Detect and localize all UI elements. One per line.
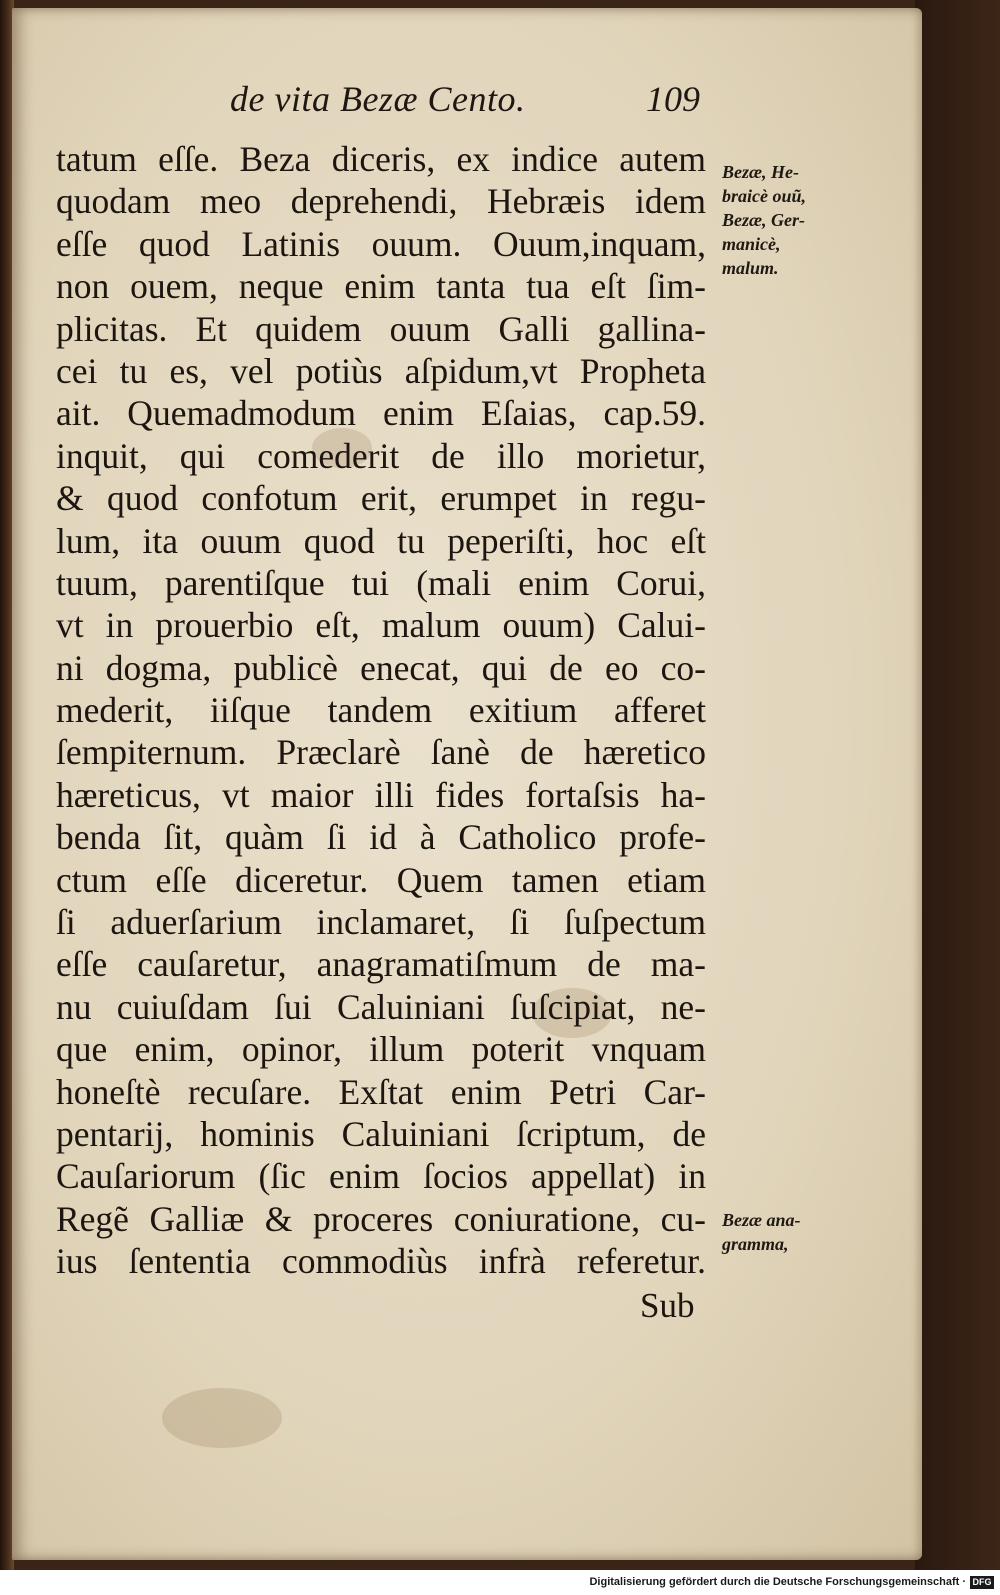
dfg-logo-icon: DFG [970,1576,994,1589]
text-line: que enim, opinor, illum poterit vnquam [56,1029,706,1070]
page-number: 109 [646,79,700,119]
text-line: ſi aduerſarium inclamaret, ſi ſuſpectum [56,902,706,943]
footer-credit: Digitalisierung gefördert durch die Deutsche Forschungsgemeinschaft · [589,1576,966,1588]
margin-note-line: gramma, [722,1234,789,1254]
text-line: inquit, qui comederit de illo morietur, [56,435,706,476]
margin-note-line: Bezæ, He- [722,162,799,182]
text-line: ctum eſſe diceretur. Quem tamen etiam [56,859,706,900]
right-page-shadow [915,0,1000,1570]
text-line: eſſe quod Latinis ouum. Ouum,inquam, [56,223,706,264]
running-head-title: de vita Bezæ Cento. [230,79,526,119]
margin-note-line: manicè, [722,234,781,254]
margin-note-beza-meaning [722,160,862,280]
margin-note-line: Bezæ ana- [722,1210,801,1230]
text-line: vt in prouerbio eſt, malum ouum) Calui- [56,605,706,646]
text-line: plicitas. Et quidem ouum Galli gallina- [56,308,706,349]
text-line: & quod confotum erit, erumpet in regu- [56,478,706,519]
text-line: lum, ita ouum quod tu peperiſti, hoc eſt [56,520,706,561]
text-line: ni dogma, publicè enecat, qui de eo co- [56,647,706,688]
digitization-footer [0,1572,1000,1595]
text-line: mederit, iiſque tandem exitium afferet [56,690,706,731]
text-line: tuum, parentiſque tui (mali enim Corui, [56,562,706,603]
text-line: cei tu es, vel potiùs aſpidum,vt Propheta [56,350,706,391]
foxing-spot [162,1388,282,1448]
text-line: hæreticus, vt maior illi fides fortaſsis ha- [56,774,706,815]
text-line: honeſtè recuſare. Exſtat enim Petri Car- [56,1071,706,1112]
text-line: nu cuiuſdam ſui Caluiniani ſuſcipiat, ne- [56,986,706,1027]
text-line: ius ſententia commodiùs infrà referetur. [56,1241,706,1282]
catchword: Sub [640,1286,695,1325]
body-text [56,138,706,1283]
text-line: tatum eſſe. Beza diceris, ex indice autem [56,139,706,179]
text-line: pentarij, hominis Caluiniani ſcriptum, de [56,1113,706,1154]
margin-note-line: malum. [722,258,779,278]
text-line: ait. Quemadmodum enim Eſaias, cap.59. [56,393,706,434]
text-line: quodam meo deprehendi, Hebræis idem [56,181,706,222]
running-head [230,78,700,128]
text-line: benda ſit, quàm ſi id à Catholico profe- [56,817,706,858]
text-line: eſſe cauſaretur, anagramatiſmum de ma- [56,944,706,985]
text-line: non ouem, neque enim tanta tua eſt ſim- [56,266,706,307]
margin-note-anagram [722,1208,862,1256]
text-line: ſempiternum. Præclarè ſanè de hæretico [56,732,706,773]
text-line: Regẽ Galliæ & proceres coniuratione, cu- [56,1198,706,1239]
margin-note-line: Bezæ, Ger- [722,210,805,230]
margin-note-line: braicè ouũ, [722,186,807,206]
text-line: Cauſariorum (ſic enim ſocios appellat) in [56,1156,706,1197]
